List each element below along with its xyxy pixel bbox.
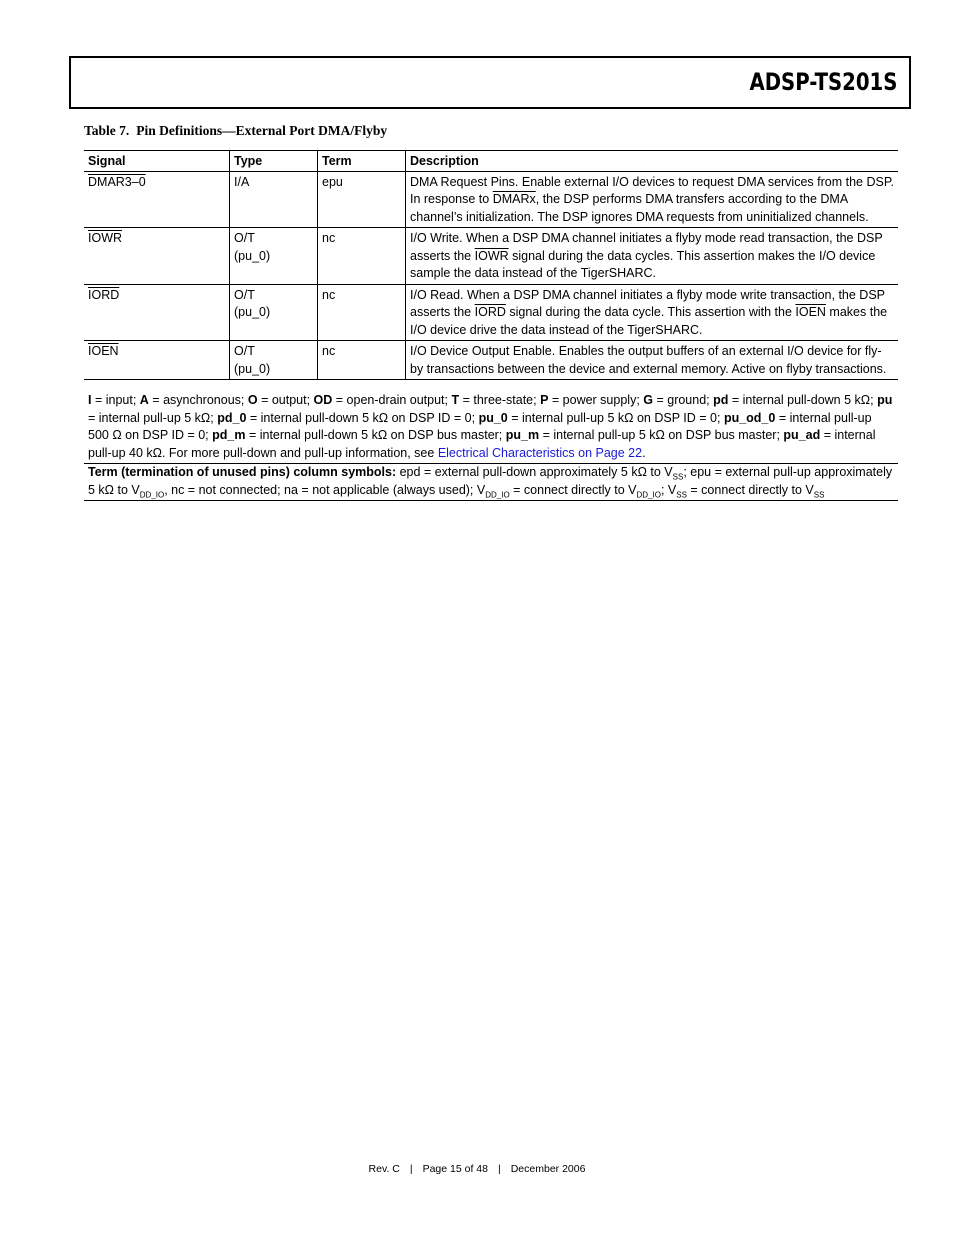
table-row bbox=[84, 284, 898, 341]
column-header-signal: Signal bbox=[84, 151, 230, 172]
type-pull: (pu_0) bbox=[234, 248, 271, 263]
page-footer bbox=[0, 1163, 954, 1175]
term-note-heading: Term (termination of unused pins) column symbols: bbox=[88, 465, 397, 479]
legend-text: = ground; bbox=[653, 393, 714, 407]
column-header-term: Term bbox=[318, 151, 406, 172]
footer-separator: | bbox=[497, 1163, 501, 1175]
legend-text: = output; bbox=[257, 393, 314, 407]
legend-text: = internal pull-down 5 kΩ on DSP bus master; bbox=[245, 428, 506, 442]
legend-text: = internal pull-up 500 Ω on DSP ID = 0; bbox=[88, 410, 872, 442]
legend-text: = three-state; bbox=[459, 393, 541, 407]
active-low-signal: IOWR bbox=[474, 248, 509, 263]
term-note-text: = connect directly to V bbox=[686, 482, 814, 497]
column-header-type: Type bbox=[230, 151, 318, 172]
type-cell bbox=[230, 171, 318, 228]
legend-text: = open-drain output; bbox=[332, 393, 452, 407]
type-pull: (pu_0) bbox=[234, 305, 271, 319]
legend-symbol: T bbox=[451, 393, 460, 407]
description-cell bbox=[406, 228, 899, 285]
legend-more-text: For more pull-down and pull-up information, see bbox=[168, 445, 438, 460]
type-cell bbox=[230, 341, 318, 380]
type-cell bbox=[230, 228, 318, 285]
description-cell bbox=[406, 341, 899, 380]
description-text: signal during the data cycles. This assertion makes the I/O device sample the data instead of the TigerSHARC. bbox=[410, 248, 876, 280]
legend-text: = internal pull-up 5 kΩ; bbox=[88, 410, 218, 425]
term-symbols-note bbox=[84, 463, 898, 501]
legend-symbol: P bbox=[540, 393, 549, 407]
legend-text: = power supply; bbox=[548, 393, 644, 407]
legend-symbol: O bbox=[247, 393, 258, 407]
legend-symbol: pd_0 bbox=[217, 410, 247, 425]
term-cell: nc bbox=[318, 284, 406, 341]
type-value: O/T bbox=[234, 344, 255, 358]
type-value: O/T bbox=[234, 287, 255, 302]
signal-cell bbox=[84, 171, 230, 228]
term-note-text: ; epu = external pull-up approximately 5 kΩ to V bbox=[88, 465, 893, 497]
legend-symbol: A bbox=[139, 393, 149, 407]
signal-name: IOEN bbox=[88, 344, 119, 358]
description-text: , the DSP performs DMA transfers according to the DMA channel’s initialization. The DSP ignores DMA requests from uninitialized channels. bbox=[410, 192, 869, 224]
description-text: DMA Request Pins. Enable external I/O devices to request DMA services from the DSP. In response to bbox=[410, 174, 895, 206]
table-caption-title: Pin Definitions—External Port DMA/Flyby bbox=[136, 123, 388, 138]
legend-symbol: pd bbox=[713, 393, 729, 407]
table-row bbox=[84, 341, 898, 380]
subscript: DD_IO bbox=[485, 490, 510, 499]
signal-cell bbox=[84, 228, 230, 285]
legend-text: = internal pull-down 5 kΩ on DSP ID = 0; bbox=[246, 410, 479, 425]
footer-separator: | bbox=[409, 1163, 413, 1175]
legend-text: = internal pull-up 40 kΩ. bbox=[88, 428, 876, 460]
signal-name: IOWR bbox=[88, 231, 123, 245]
subscript: DD_IO bbox=[139, 490, 165, 499]
description-cell bbox=[406, 171, 899, 228]
subscript: SS bbox=[672, 472, 684, 482]
legend-symbol: I bbox=[88, 393, 92, 407]
signal-name: DMAR3–0 bbox=[88, 174, 146, 189]
legend-symbol: pu_m bbox=[505, 428, 540, 442]
footer-date: December 2006 bbox=[510, 1163, 586, 1175]
electrical-characteristics-link[interactable]: Electrical Characteristics on Page 22 bbox=[437, 445, 643, 460]
legend-text: = asynchronous; bbox=[148, 393, 248, 407]
pin-definitions-table bbox=[84, 150, 898, 380]
type-legend-note bbox=[84, 391, 898, 464]
description-cell bbox=[406, 284, 899, 341]
footer-page-number: Page 15 of 48 bbox=[422, 1163, 488, 1175]
legend-symbol: pd_m bbox=[212, 428, 246, 442]
legend-text: = internal pull-up 5 kΩ on DSP bus master; bbox=[539, 428, 784, 442]
term-note-text: , nc = not connected; na = not applicable (always used); V bbox=[164, 482, 486, 497]
term-cell: epu bbox=[318, 171, 406, 228]
signal-cell bbox=[84, 341, 230, 380]
table-row bbox=[84, 228, 898, 285]
table-caption bbox=[84, 123, 387, 139]
subscript: SS bbox=[813, 490, 825, 499]
signal-name: IORD bbox=[88, 287, 120, 302]
term-note-text: = connect directly to V bbox=[509, 482, 637, 497]
document-title: ADSP-TS201S bbox=[749, 68, 897, 96]
subscript: SS bbox=[676, 490, 687, 499]
page-header-box bbox=[69, 56, 911, 109]
legend-text: = internal pull-up 5 kΩ on DSP ID = 0; bbox=[507, 410, 724, 425]
description-text: I/O Device Output Enable. Enables the output buffers of an external I/O device for fly-by transactions between the device and external memory. Active on flyby transactions. bbox=[410, 344, 887, 376]
legend-symbol: pu_ad bbox=[783, 428, 821, 442]
type-value: O/T bbox=[234, 231, 255, 245]
legend-symbol: pu_0 bbox=[478, 410, 508, 425]
subscript: DD_IO bbox=[636, 490, 661, 499]
legend-symbol: pu_od_0 bbox=[723, 410, 776, 425]
active-low-signal: IOEN bbox=[795, 305, 826, 319]
type-value: I/A bbox=[234, 174, 250, 189]
description-text: makes the I/O device drive the data instead of the TigerSHARC. bbox=[410, 305, 888, 337]
footer-revision: Rev. C bbox=[368, 1163, 400, 1175]
type-cell bbox=[230, 284, 318, 341]
legend-text: = internal pull-down 5 kΩ; bbox=[728, 393, 878, 407]
legend-symbol: pu bbox=[877, 393, 893, 407]
legend-text: = input; bbox=[91, 393, 140, 407]
description-text: I/O Read. When a DSP DMA channel initiates a flyby mode write transaction, the DSP asserts the bbox=[410, 287, 885, 319]
description-text: signal during the data cycle. This assertion with the bbox=[505, 305, 796, 319]
type-pull: (pu_0) bbox=[234, 361, 271, 376]
column-header-description: Description bbox=[406, 151, 899, 172]
signal-cell bbox=[84, 284, 230, 341]
active-low-signal: IORD bbox=[474, 305, 506, 319]
term-cell: nc bbox=[318, 228, 406, 285]
table-row bbox=[84, 171, 898, 228]
term-cell: nc bbox=[318, 341, 406, 380]
legend-end: . bbox=[642, 445, 646, 460]
description-text: I/O Write. When a DSP DMA channel initiates a flyby mode read transaction, the DSP asserts the bbox=[410, 231, 883, 263]
legend-symbol: G bbox=[643, 393, 653, 407]
active-low-signal: DMARx bbox=[492, 192, 536, 206]
table-caption-number: Table 7. bbox=[84, 123, 130, 138]
table-header-row bbox=[84, 151, 898, 172]
term-note-text: epd = external pull-down approximately 5 kΩ to V bbox=[396, 465, 673, 479]
term-note-text: ; V bbox=[660, 482, 677, 497]
legend-symbol: OD bbox=[313, 393, 333, 407]
